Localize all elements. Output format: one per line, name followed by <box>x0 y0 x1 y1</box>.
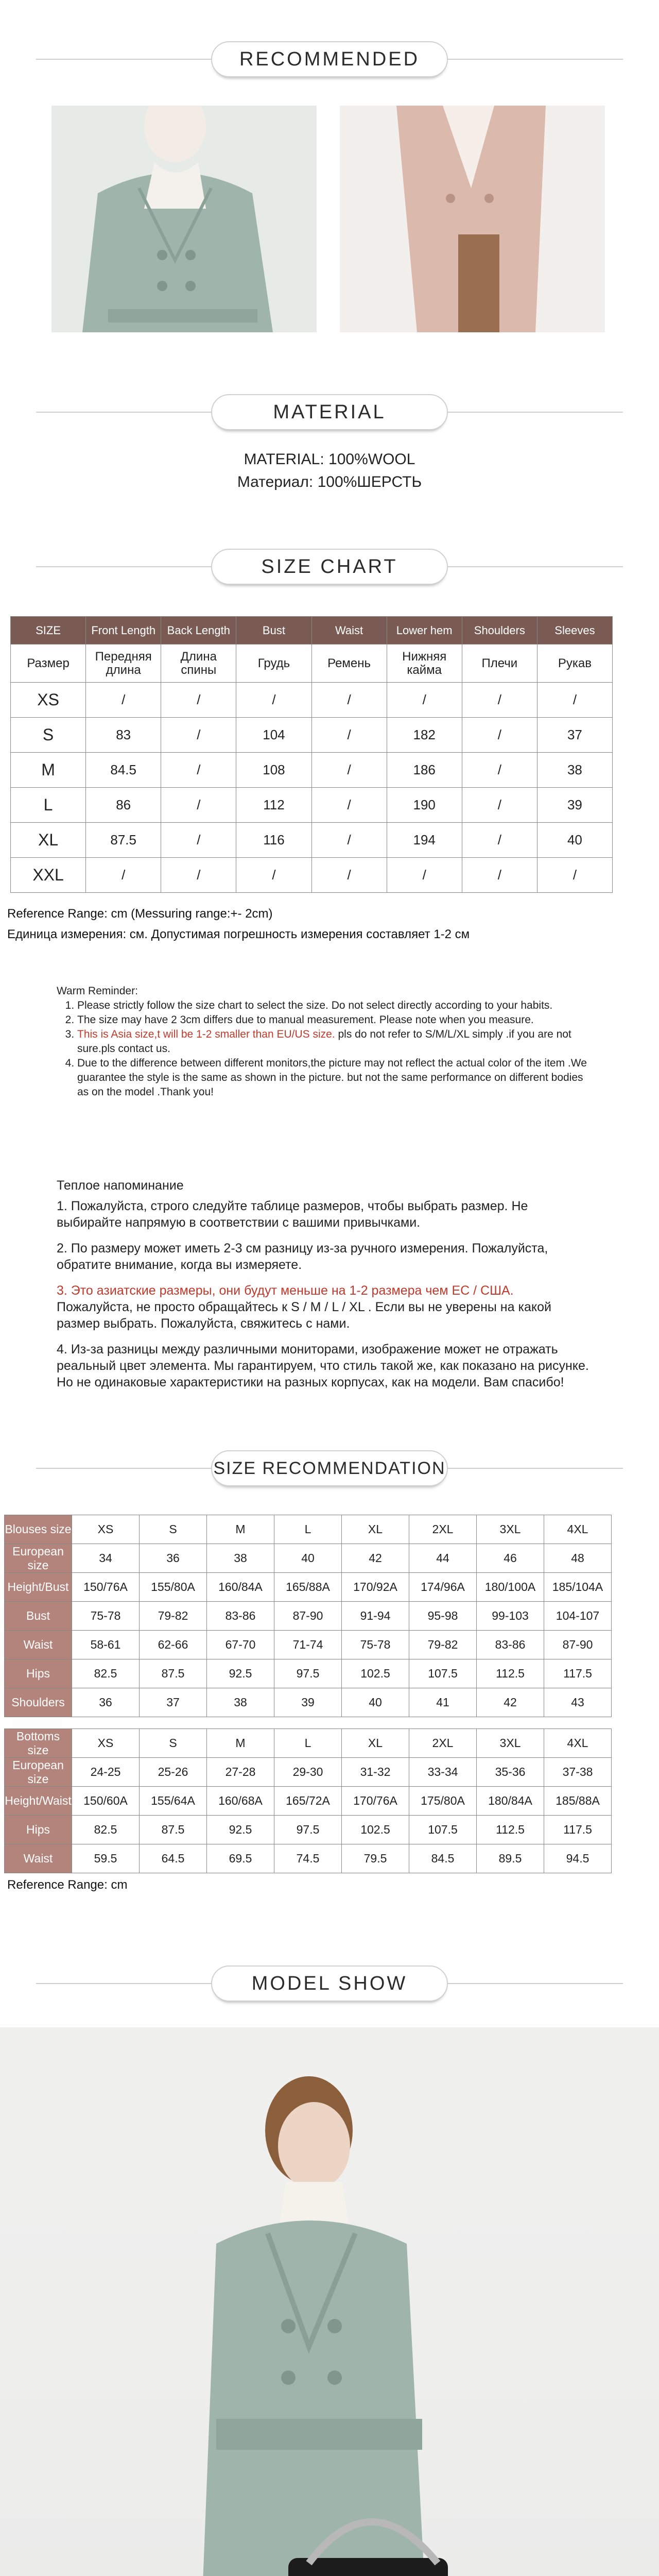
rec-row-label: Height/Bust <box>5 1573 72 1602</box>
rec-value-cell: 43 <box>544 1688 612 1717</box>
reminder-ru-1: 1. Пожалуйста, строго следуйте таблице размеров, чтобы выбрать размер. Не выбирайте напрямую в соответствии с вашими привычками. <box>57 1199 528 1230</box>
rec-value-cell: 117.5 <box>544 1659 612 1688</box>
size-value-cell: / <box>311 718 387 753</box>
material-line-en: MATERIAL: 100%WOOL <box>244 451 415 468</box>
rec-value-cell: 35-36 <box>477 1758 544 1787</box>
warm-reminder-en <box>57 984 592 1099</box>
size-value-cell: 182 <box>387 718 462 753</box>
rec-value-cell: 180/84A <box>477 1787 544 1816</box>
rec-value-cell: 117.5 <box>544 1816 612 1844</box>
size-value-cell: 190 <box>387 788 462 823</box>
rec-value-cell: 185/104A <box>544 1573 612 1602</box>
header-cell: Back Length <box>161 617 236 645</box>
rec-row-label: Height/Waist <box>5 1787 72 1816</box>
rec-row-label: Shoulders <box>5 1688 72 1717</box>
rec-value-cell: 79.5 <box>342 1844 409 1873</box>
rec-size-cell: XS <box>72 1729 140 1758</box>
size-value-cell: / <box>462 718 537 753</box>
size-label-cell: XXL <box>11 858 86 893</box>
bottoms-size-table <box>4 1728 612 1873</box>
size-chart-ru-header-row <box>11 645 613 683</box>
model-show-header <box>0 1965 659 2002</box>
size-label-cell: XS <box>11 683 86 718</box>
rec-row-label: European size <box>5 1544 72 1573</box>
material-header <box>0 394 659 430</box>
size-label-cell: XL <box>11 823 86 858</box>
size-label-cell: M <box>11 753 86 788</box>
size-chart-row <box>11 753 613 788</box>
size-value-cell: 87.5 <box>86 823 161 858</box>
rec-size-cell: L <box>274 1729 342 1758</box>
size-value-cell: / <box>161 823 236 858</box>
rec-value-cell: 87.5 <box>140 1659 207 1688</box>
rec-row <box>5 1602 612 1631</box>
blouses-size-table <box>4 1515 612 1717</box>
rec-value-cell: 92.5 <box>207 1659 274 1688</box>
rec-value-cell: 40 <box>342 1688 409 1717</box>
size-label-cell: S <box>11 718 86 753</box>
rec-value-cell: 92.5 <box>207 1816 274 1844</box>
reminder-item: 4. Due to the difference between different monitors,the picture may not reflect the actual color of the item .We guarantee the style is the same as shown in the picture. but not the same performance on different bodies as on the model .Thank you! <box>77 1056 592 1099</box>
rec-value-cell: 24-25 <box>72 1758 140 1787</box>
rec-row <box>5 1816 612 1844</box>
rec-value-cell: 69.5 <box>207 1844 274 1873</box>
rec-header-row <box>5 1729 612 1758</box>
header-cell: Sleeves <box>537 617 612 645</box>
ru-header-cell: Передняя длина <box>86 645 161 683</box>
rec-row <box>5 1659 612 1688</box>
rec-row <box>5 1573 612 1602</box>
rec-value-cell: 62-66 <box>140 1631 207 1659</box>
rec-value-cell: 165/88A <box>274 1573 342 1602</box>
rec-value-cell: 41 <box>409 1688 477 1717</box>
size-value-cell: / <box>462 683 537 718</box>
size-value-cell: 112 <box>236 788 311 823</box>
rec-row-label: Hips <box>5 1816 72 1844</box>
rec-value-cell: 174/96A <box>409 1573 477 1602</box>
rec-value-cell: 48 <box>544 1544 612 1573</box>
rec-value-cell: 82.5 <box>72 1659 140 1688</box>
rec-row-label: Bottoms size <box>5 1729 72 1758</box>
rec-value-cell: 37-38 <box>544 1758 612 1787</box>
green-coat-illustration <box>51 106 317 332</box>
rec-row-label: Bust <box>5 1602 72 1631</box>
size-value-cell: 104 <box>236 718 311 753</box>
reminder-item: 1. Please strictly follow the size chart to select the size. Do not select directly according to your habits. <box>77 998 592 1013</box>
rec-value-cell: 84.5 <box>409 1844 477 1873</box>
size-value-cell: / <box>161 718 236 753</box>
rec-size-cell: M <box>207 1515 274 1544</box>
rec-value-cell: 170/76A <box>342 1787 409 1816</box>
rec-value-cell: 36 <box>72 1688 140 1717</box>
header-cell: Shoulders <box>462 617 537 645</box>
size-chart-row <box>11 858 613 893</box>
rec-value-cell: 97.5 <box>274 1816 342 1844</box>
ru-header-cell: Длина спины <box>161 645 236 683</box>
rec-value-cell: 58-61 <box>72 1631 140 1659</box>
rec-value-cell: 155/80A <box>140 1573 207 1602</box>
rec-value-cell: 25-26 <box>140 1758 207 1787</box>
rec-value-cell: 97.5 <box>274 1659 342 1688</box>
ru-header-cell: Рукав <box>537 645 612 683</box>
rec-value-cell: 39 <box>274 1688 342 1717</box>
size-recommendation-title: SIZE RECOMMENDATION <box>213 1458 446 1478</box>
size-value-cell: 40 <box>537 823 612 858</box>
rec-value-cell: 34 <box>72 1544 140 1573</box>
rec-value-cell: 83-86 <box>477 1631 544 1659</box>
header-cell: Front Length <box>86 617 161 645</box>
ru-header-cell: Ремень <box>311 645 387 683</box>
size-value-cell: / <box>311 823 387 858</box>
rec-row <box>5 1631 612 1659</box>
rec-row <box>5 1844 612 1873</box>
rec-value-cell: 89.5 <box>477 1844 544 1873</box>
rec-value-cell: 102.5 <box>342 1816 409 1844</box>
rec-value-cell: 87-90 <box>274 1602 342 1631</box>
size-recommendation-note: Reference Range: cm <box>7 1878 128 1892</box>
size-value-cell: 83 <box>86 718 161 753</box>
header-cell: Bust <box>236 617 311 645</box>
rec-size-cell: S <box>140 1515 207 1544</box>
reminder-list-en <box>57 998 592 1099</box>
reminder-ru-3-warning: 3. Это азиатские размеры, они будут меньше на 1-2 размера чем ЕС / США. <box>57 1283 514 1298</box>
rec-row <box>5 1544 612 1573</box>
ru-header-cell: Нижняя кайма <box>387 645 462 683</box>
size-chart-table <box>10 616 613 893</box>
size-value-cell: / <box>161 788 236 823</box>
rec-value-cell: 104-107 <box>544 1602 612 1631</box>
size-value-cell: / <box>387 858 462 893</box>
rec-size-cell: 2XL <box>409 1515 477 1544</box>
rec-value-cell: 44 <box>409 1544 477 1573</box>
rec-value-cell: 37 <box>140 1688 207 1717</box>
rec-value-cell: 38 <box>207 1688 274 1717</box>
material-info <box>0 448 659 494</box>
size-value-cell: 84.5 <box>86 753 161 788</box>
size-value-cell: 37 <box>537 718 612 753</box>
rec-value-cell: 40 <box>274 1544 342 1573</box>
model-show-title: MODEL SHOW <box>251 1972 408 1994</box>
rec-value-cell: 160/68A <box>207 1787 274 1816</box>
size-value-cell: / <box>86 683 161 718</box>
reminder-ru-3-rest: Пожалуйста, не просто обращайтесь к S / M / L / XL . Если вы не уверены на какой размер выбрать. Пожалуйста, свяжитесь с нами. <box>57 1300 551 1331</box>
rec-value-cell: 155/64A <box>140 1787 207 1816</box>
pink-coat-illustration <box>340 106 605 332</box>
rec-row-label: Hips <box>5 1659 72 1688</box>
size-value-cell: 39 <box>537 788 612 823</box>
material-line-ru: Материал: 100%ШЕРСТЬ <box>237 473 422 490</box>
rec-size-cell: XS <box>72 1515 140 1544</box>
ru-header-cell: Плечи <box>462 645 537 683</box>
size-chart-row <box>11 788 613 823</box>
model-show-photo <box>0 2027 659 2576</box>
reminder-item-rest: pls do not refer to S/M/L/XL simply .if you are not sure.pls contact us. <box>77 1028 571 1055</box>
size-value-cell: / <box>462 753 537 788</box>
size-value-cell: / <box>311 683 387 718</box>
rec-value-cell: 59.5 <box>72 1844 140 1873</box>
ru-header-cell: Размер <box>11 645 86 683</box>
rec-value-cell: 94.5 <box>544 1844 612 1873</box>
size-value-cell: 186 <box>387 753 462 788</box>
size-chart-row <box>11 718 613 753</box>
header-cell: Lower hem <box>387 617 462 645</box>
size-recommendation-header <box>0 1450 659 1486</box>
rec-value-cell: 64.5 <box>140 1844 207 1873</box>
rec-size-cell: XL <box>342 1729 409 1758</box>
rec-value-cell: 112.5 <box>477 1659 544 1688</box>
rec-value-cell: 75-78 <box>72 1602 140 1631</box>
rec-size-cell: M <box>207 1729 274 1758</box>
header-cell: SIZE <box>11 617 86 645</box>
size-value-cell: / <box>86 858 161 893</box>
rec-value-cell: 185/88A <box>544 1787 612 1816</box>
rec-size-cell: 3XL <box>477 1729 544 1758</box>
rec-size-cell: 4XL <box>544 1515 612 1544</box>
rec-value-cell: 99-103 <box>477 1602 544 1631</box>
size-value-cell: / <box>537 683 612 718</box>
reminder-item: 2. The size may have 2 3cm differs due to manual measurement. Please note when you measure. <box>77 1013 592 1027</box>
rec-value-cell: 95-98 <box>409 1602 477 1631</box>
size-value-cell: / <box>311 858 387 893</box>
rec-row <box>5 1688 612 1717</box>
size-chart-note-ru: Единица измерения: см. Допустимая погрешность измерения составляет 1-2 см <box>7 927 470 941</box>
size-chart-body <box>11 683 613 893</box>
rec-row <box>5 1787 612 1816</box>
rec-value-cell: 170/92A <box>342 1573 409 1602</box>
rec-value-cell: 83-86 <box>207 1602 274 1631</box>
rec-value-cell: 38 <box>207 1544 274 1573</box>
size-label-cell: L <box>11 788 86 823</box>
size-value-cell: / <box>462 858 537 893</box>
header-cell: Waist <box>311 617 387 645</box>
rec-value-cell: 46 <box>477 1544 544 1573</box>
rec-value-cell: 29-30 <box>274 1758 342 1787</box>
rec-value-cell: 87.5 <box>140 1816 207 1844</box>
size-value-cell: / <box>462 823 537 858</box>
size-value-cell: / <box>161 683 236 718</box>
reminder-item <box>77 1027 592 1056</box>
size-value-cell: 194 <box>387 823 462 858</box>
rec-value-cell: 67-70 <box>207 1631 274 1659</box>
size-chart-header <box>0 549 659 585</box>
rec-value-cell: 75-78 <box>342 1631 409 1659</box>
rec-value-cell: 175/80A <box>409 1787 477 1816</box>
rec-value-cell: 150/60A <box>72 1787 140 1816</box>
blouses-body <box>5 1515 612 1717</box>
size-value-cell: / <box>161 753 236 788</box>
rec-size-cell: S <box>140 1729 207 1758</box>
rec-value-cell: 165/72A <box>274 1787 342 1816</box>
reminder-ru-3 <box>57 1282 592 1332</box>
rec-value-cell: 27-28 <box>207 1758 274 1787</box>
rec-value-cell: 33-34 <box>409 1758 477 1787</box>
rec-value-cell: 160/84A <box>207 1573 274 1602</box>
size-chart-title: SIZE CHART <box>261 555 398 578</box>
rec-row-label: Waist <box>5 1844 72 1873</box>
size-value-cell: 38 <box>537 753 612 788</box>
rec-row <box>5 1758 612 1787</box>
size-chart-header-row <box>11 617 613 645</box>
rec-value-cell: 87-90 <box>544 1631 612 1659</box>
rec-row-label: Blouses size <box>5 1515 72 1544</box>
rec-row-label: Waist <box>5 1631 72 1659</box>
rec-value-cell: 71-74 <box>274 1631 342 1659</box>
rec-value-cell: 36 <box>140 1544 207 1573</box>
rec-value-cell: 102.5 <box>342 1659 409 1688</box>
size-value-cell: / <box>236 858 311 893</box>
size-value-cell: / <box>311 788 387 823</box>
reminder-item-warning: This is Asia size,t will be 1-2 smaller than EU/US size. <box>77 1028 335 1040</box>
size-chart-row <box>11 823 613 858</box>
size-value-cell: / <box>537 858 612 893</box>
reminder-ru-4: 4. Из-за разницы между различными мониторами, изображение может не отражать реальный цвет элемента. Мы гарантируем, что стиль такой же, как показано на рисунке. Но не одинаковые характеристики на разных корпусах, как на модели. Вам спасибо! <box>57 1342 589 1389</box>
material-title: MATERIAL <box>273 401 386 423</box>
rec-header-row <box>5 1515 612 1544</box>
rec-size-cell: 2XL <box>409 1729 477 1758</box>
rec-value-cell: 79-82 <box>140 1602 207 1631</box>
rec-size-cell: XL <box>342 1515 409 1544</box>
ru-header-cell: Грудь <box>236 645 311 683</box>
warm-reminder-ru <box>57 1177 592 1400</box>
recommended-title: RECOMMENDED <box>239 48 420 70</box>
rec-size-cell: 4XL <box>544 1729 612 1758</box>
rec-row-label: European size <box>5 1758 72 1787</box>
size-value-cell: / <box>387 683 462 718</box>
bottoms-body <box>5 1729 612 1873</box>
size-chart-row <box>11 683 613 718</box>
size-value-cell: / <box>311 753 387 788</box>
size-value-cell: 86 <box>86 788 161 823</box>
size-value-cell: / <box>462 788 537 823</box>
rec-value-cell: 107.5 <box>409 1659 477 1688</box>
reminder-title-en: Warm Reminder: <box>57 985 138 997</box>
rec-value-cell: 31-32 <box>342 1758 409 1787</box>
recommended-product-green-coat[interactable] <box>51 106 317 332</box>
rec-value-cell: 107.5 <box>409 1816 477 1844</box>
rec-size-cell: 3XL <box>477 1515 544 1544</box>
rec-value-cell: 79-82 <box>409 1631 477 1659</box>
size-value-cell: 116 <box>236 823 311 858</box>
rec-value-cell: 42 <box>342 1544 409 1573</box>
model-illustration <box>0 2027 659 2576</box>
rec-value-cell: 82.5 <box>72 1816 140 1844</box>
size-value-cell: / <box>161 858 236 893</box>
size-value-cell: 108 <box>236 753 311 788</box>
recommended-product-pink-coat[interactable] <box>340 106 605 332</box>
reminder-title-ru: Теплое напоминание <box>57 1178 184 1193</box>
size-value-cell: / <box>236 683 311 718</box>
rec-value-cell: 91-94 <box>342 1602 409 1631</box>
rec-value-cell: 74.5 <box>274 1844 342 1873</box>
size-chart-note-en: Reference Range: cm (Messuring range:+- 2cm) <box>7 907 273 921</box>
rec-value-cell: 150/76A <box>72 1573 140 1602</box>
rec-value-cell: 42 <box>477 1688 544 1717</box>
rec-size-cell: L <box>274 1515 342 1544</box>
reminder-ru-2: 2. По размеру может иметь 2-3 см разницу из-за ручного измерения. Пожалуйста, обратите внимание, когда вы измеряете. <box>57 1241 548 1272</box>
rec-value-cell: 112.5 <box>477 1816 544 1844</box>
recommended-header <box>0 41 659 77</box>
rec-value-cell: 180/100A <box>477 1573 544 1602</box>
